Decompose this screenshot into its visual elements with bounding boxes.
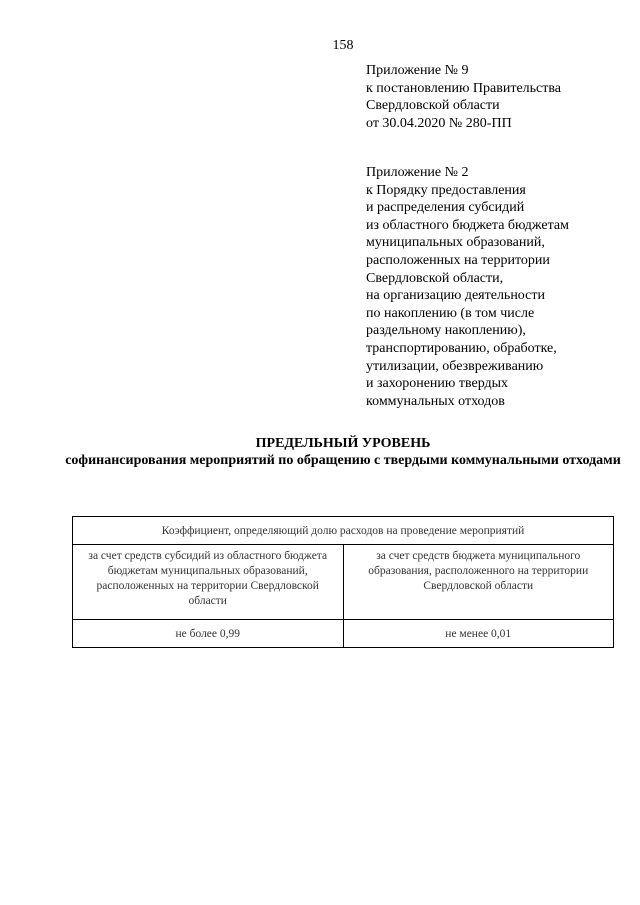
document-title: ПРЕДЕЛЬНЫЙ УРОВЕНЬ [255,436,431,451]
appendix-2-line: коммунальных отходов [366,393,505,409]
appendix-2-line: и распределения субсидий [366,200,525,216]
column-header-regional [73,545,344,620]
appendix-9-line: к постановлению Правительства [366,80,562,96]
appendix-9-line: Приложение № 9 [366,63,469,78]
coefficient-table [72,516,614,648]
appendix-9-header [366,62,561,132]
table-header-text: Коэффициент, определяющий долю расходов на проведение мероприятий [161,524,525,537]
appendix-2-line: к Порядку предоставления [366,182,526,198]
appendix-2-line: Свердловской области, [366,270,504,286]
appendix-2-line: и захоронению твердых [366,376,509,392]
value-municipal: не менее 0,01 [343,620,614,648]
appendix-2-line: расположенных на территории [366,252,550,268]
document-subtitle: софинансирования мероприятий по обращению с твердыми коммунальными отходами [65,453,621,468]
appendix-2-line: на организацию деятельности [366,288,545,304]
table-header-cell [73,517,614,545]
page-number: 158 [332,38,354,53]
table-subheader-row [73,545,614,620]
table-row [73,620,614,648]
column-header-municipal-text: за счет средств бюджета муниципального образования, расположенного на территории Свердловской области [368,550,589,592]
column-header-regional-text: за счет средств субсидий из областного бюджета бюджетам муниципальных образований, расположенных на территории Свердловской области [88,550,328,607]
appendix-2-line: муниципальных образований, [366,235,545,251]
appendix-2-line: по накоплению (в том числе [366,305,535,321]
appendix-2-line: раздельному накоплению), [366,323,526,339]
table-header-row [73,517,614,545]
appendix-2-line: утилизации, обезвреживанию [366,358,544,374]
appendix-2-header [366,164,569,410]
appendix-2-line: транспортированию, обработке, [366,340,557,356]
appendix-9-line: Свердловской области [366,98,500,114]
appendix-9-line: от 30.04.2020 № 280-ПП [366,115,512,131]
column-header-municipal [343,545,614,620]
appendix-2-line: Приложение № 2 [366,165,469,180]
value-regional: не более 0,99 [73,620,344,648]
appendix-2-line: из областного бюджета бюджетам [366,217,569,233]
